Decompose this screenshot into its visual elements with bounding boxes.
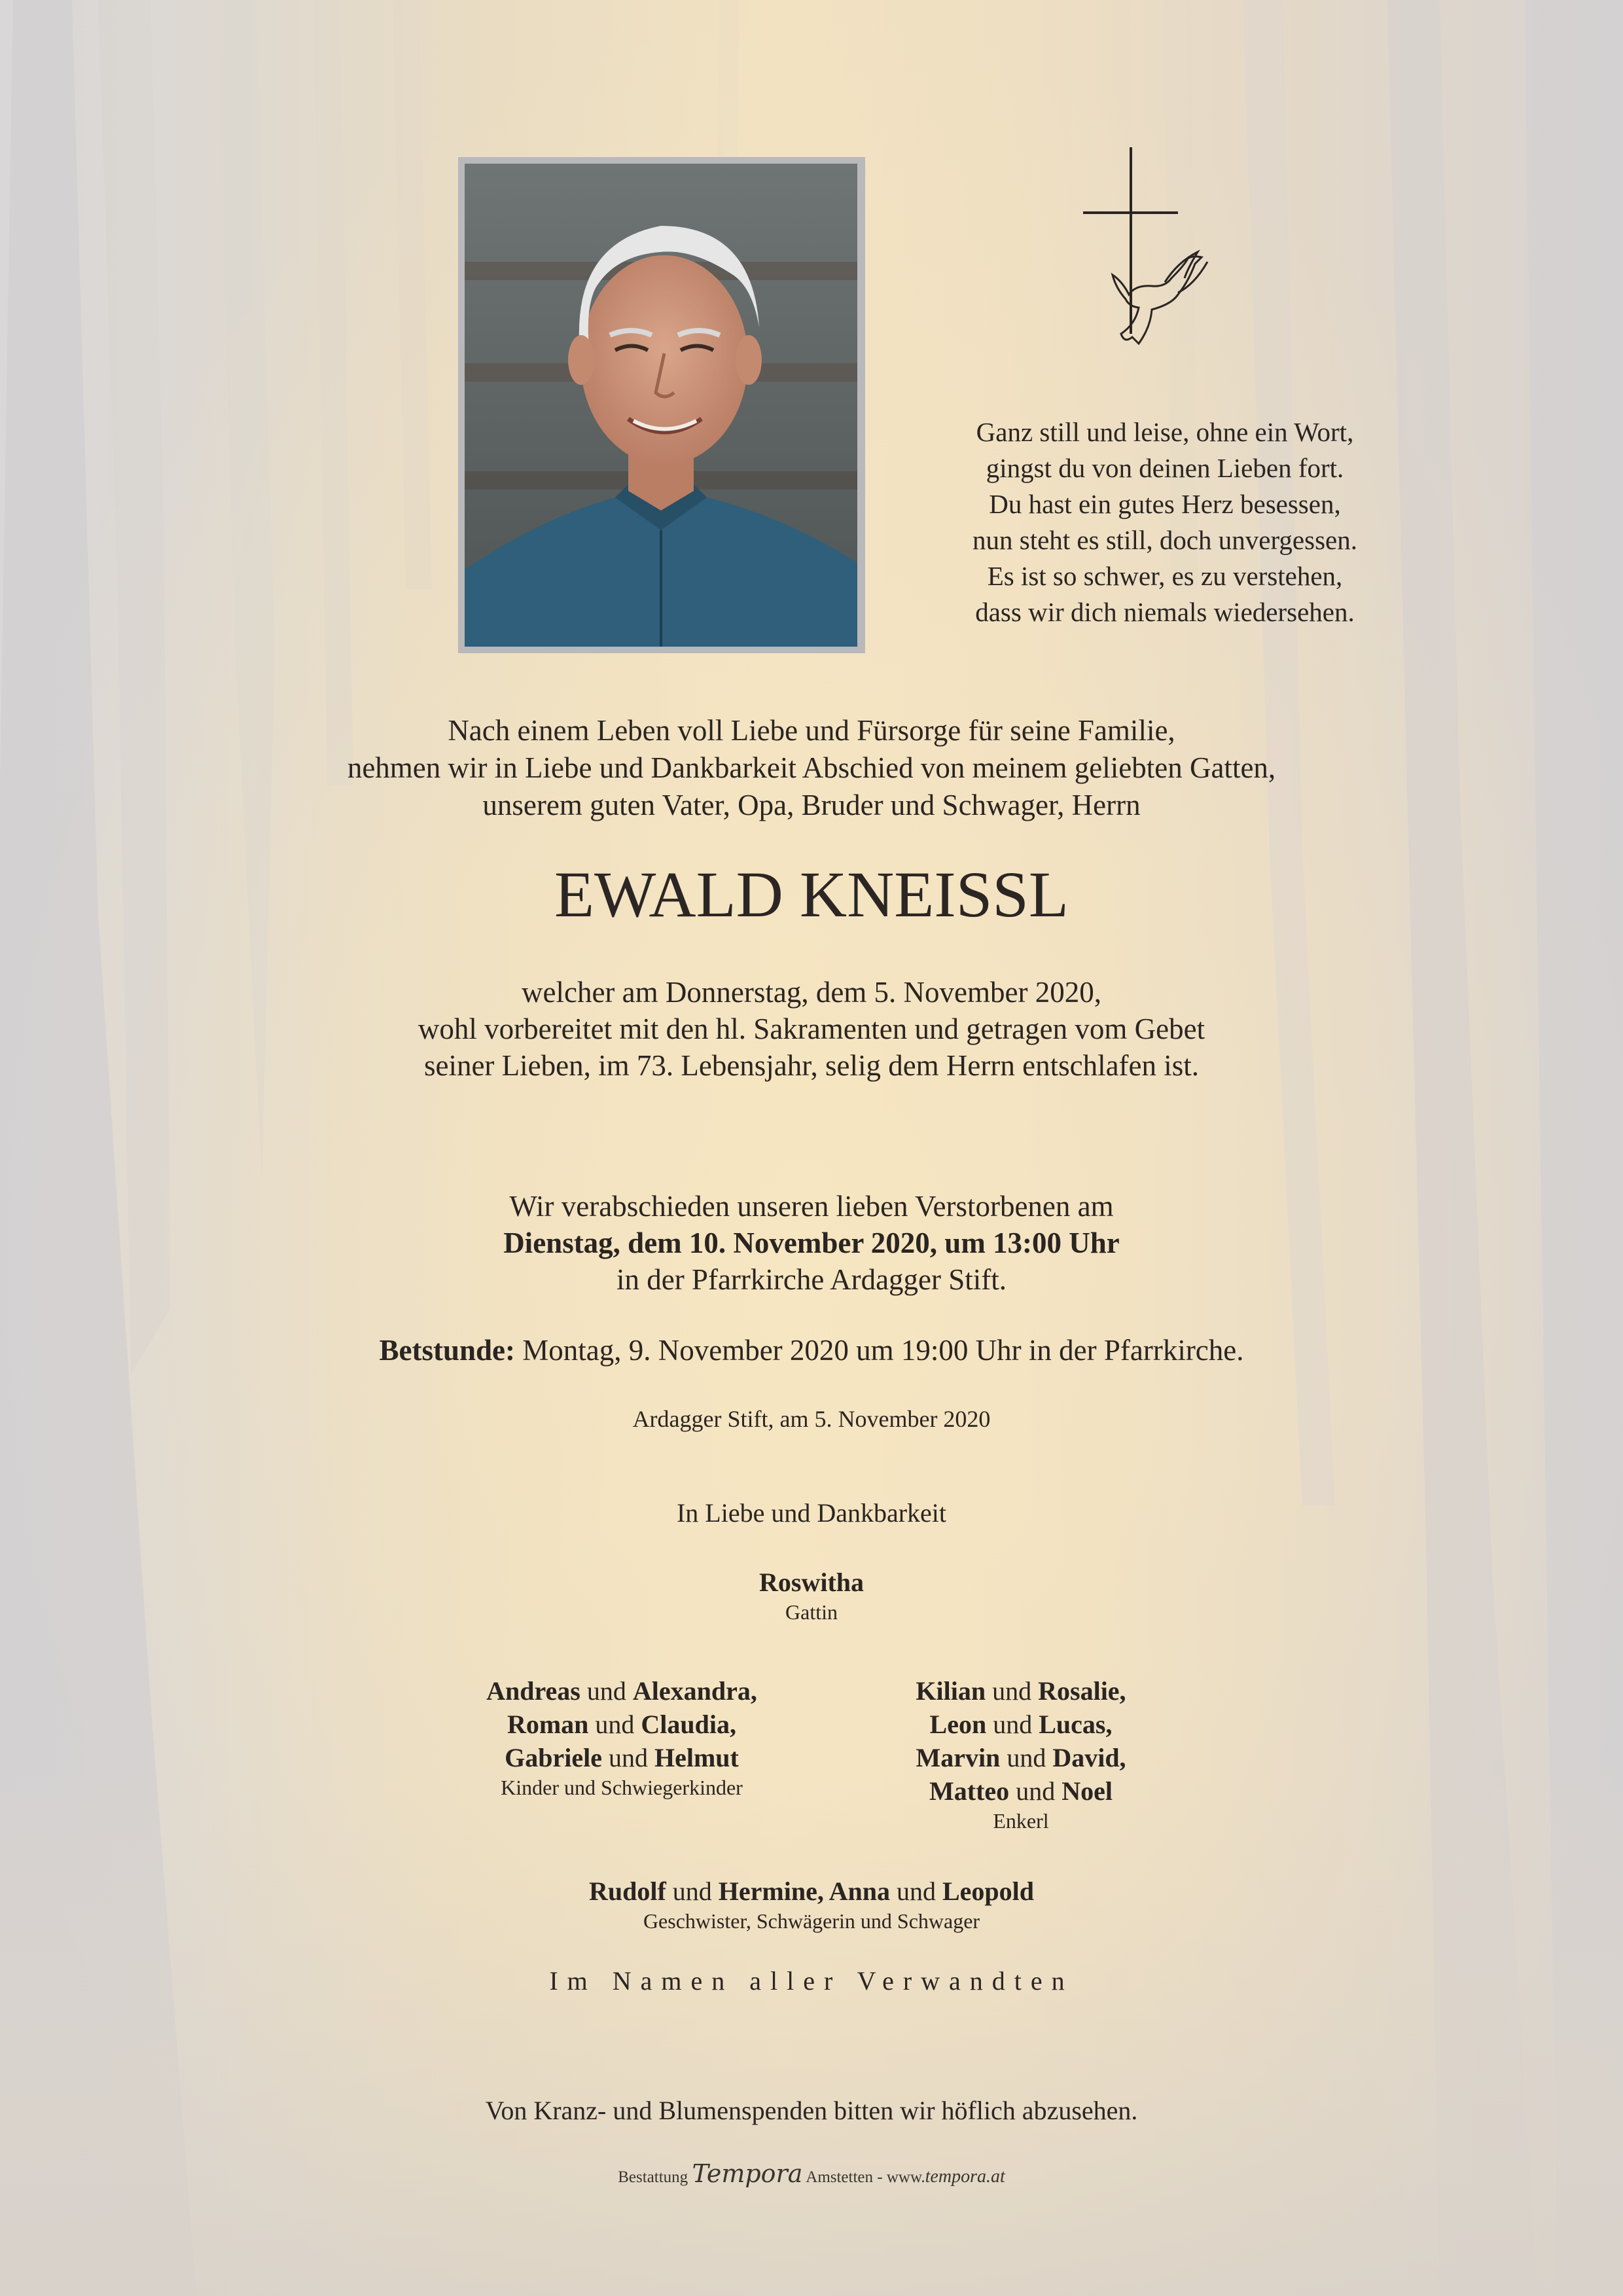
person-name: Claudia,	[641, 1710, 737, 1739]
family-line	[419, 1708, 825, 1741]
person-name: Andreas	[486, 1676, 580, 1706]
conjunction: und	[986, 1676, 1039, 1706]
person-name: Leopold	[942, 1876, 1035, 1906]
person-name: Gabriele	[505, 1743, 602, 1772]
footer-prefix: Bestattung	[618, 2168, 692, 2186]
person-name: Alexandra,	[632, 1676, 757, 1706]
poem-line: Du hast ein gutes Herz besessen,	[989, 489, 1341, 519]
family-line	[825, 1674, 1217, 1708]
prayer-text: Montag, 9. November 2020 um 19:00 Uhr in der Pfarrkirche.	[515, 1334, 1244, 1367]
family-line	[825, 1741, 1217, 1774]
person-name: Marvin	[916, 1743, 1001, 1772]
person-name: Noel	[1061, 1776, 1113, 1806]
family-line	[419, 1741, 825, 1774]
conjunction: und	[588, 1710, 641, 1739]
death-notice-line: seiner Lieben, im 73. Lebensjahr, selig dem Herrn entschlafen ist.	[423, 1049, 1200, 1082]
portrait-photo	[465, 164, 857, 647]
funeral-location: in der Pfarrkirche Ardagger Stift.	[616, 1263, 1007, 1296]
conjunction: und	[580, 1676, 633, 1706]
footer-domain: tempora	[925, 2166, 986, 2187]
cross-dove-icon	[1073, 147, 1230, 376]
family-line	[825, 1774, 1217, 1808]
flowers-note: Von Kranz- und Blumenspenden bitten wir höflich abzusehen.	[485, 2096, 1138, 2125]
person-name: Matteo	[929, 1776, 1010, 1806]
family-line	[327, 1874, 1296, 1908]
poem-line: dass wir dich niemals wiedersehen.	[975, 597, 1355, 627]
place-date: Ardagger Stift, am 5. November 2020	[632, 1406, 991, 1432]
in-love-line: In Liebe und Dankbarkeit	[676, 1498, 947, 1528]
footer-middle: Amstetten - www.	[802, 2168, 925, 2186]
person-name: Rosalie,	[1038, 1676, 1126, 1706]
person-name: Helmut	[654, 1743, 739, 1772]
person-name: Rudolf	[588, 1876, 666, 1906]
intro-line: Nach einem Leben voll Liebe und Fürsorge für seine Familie,	[448, 714, 1175, 747]
wife-block	[615, 1566, 1008, 1625]
wife-role: Gattin	[785, 1600, 838, 1624]
footer-credit	[157, 2159, 1466, 2189]
conjunction: und	[890, 1876, 942, 1906]
death-notice-line: wohl vorbereitet mit den hl. Sakramenten und getragen vom Gebet	[418, 1013, 1205, 1045]
siblings-block	[327, 1874, 1296, 1934]
conjunction: und	[1000, 1743, 1053, 1772]
footer-domain-tld: .at	[986, 2166, 1005, 2187]
person-name: Leon	[929, 1710, 987, 1739]
wife-name: Roswitha	[758, 1568, 865, 1597]
children-block	[419, 1674, 825, 1801]
conjunction: und	[986, 1710, 1039, 1739]
grandchildren-block	[825, 1674, 1217, 1834]
family-line	[825, 1708, 1217, 1741]
relatives-line: Im Namen aller Verwandten	[549, 1966, 1074, 1996]
funeral-date: Dienstag, dem 10. November 2020, um 13:00 Uhr	[503, 1227, 1120, 1259]
poem-line: Ganz still und leise, ohne ein Wort,	[976, 417, 1354, 447]
funeral-info	[157, 1188, 1466, 1298]
person-name: David,	[1052, 1743, 1126, 1772]
person-name: Kilian	[916, 1676, 986, 1706]
deceased-name: EWALD KNEISSL	[554, 858, 1069, 931]
intro-text	[157, 712, 1466, 824]
poem-line: Es ist so schwer, es zu verstehen,	[987, 561, 1343, 591]
siblings-role: Geschwister, Schwägerin und Schwager	[643, 1909, 980, 1933]
person-name: Roman	[507, 1710, 589, 1739]
conjunction: und	[1009, 1776, 1062, 1806]
footer-brand: Tempora	[692, 2159, 803, 2188]
prayer-hour	[157, 1332, 1466, 1369]
death-notice-line: welcher am Donnerstag, dem 5. November 2020,	[522, 976, 1101, 1009]
family-line	[419, 1674, 825, 1708]
intro-line: nehmen wir in Liebe und Dankbarkeit Abschied von meinem geliebten Gatten,	[347, 751, 1276, 784]
person-name: Hermine, Anna	[718, 1876, 890, 1906]
funeral-line: Wir verabschieden unseren lieben Verstorbenen am	[509, 1190, 1114, 1223]
death-notice	[157, 974, 1466, 1084]
children-role: Kinder und Schwiegerkinder	[501, 1776, 743, 1799]
person-name: Lucas,	[1039, 1710, 1113, 1739]
conjunction: und	[601, 1743, 654, 1772]
grandchildren-role: Enkerl	[993, 1809, 1049, 1833]
conjunction: und	[666, 1876, 719, 1906]
poem-line: nun steht es still, doch unvergessen.	[972, 525, 1357, 555]
prayer-label: Betstunde:	[379, 1334, 515, 1367]
intro-line: unserem guten Vater, Opa, Bruder und Schwager, Herrn	[482, 789, 1141, 821]
poem-line: gingst du von deinen Lieben fort.	[986, 453, 1344, 483]
poem	[870, 414, 1459, 630]
